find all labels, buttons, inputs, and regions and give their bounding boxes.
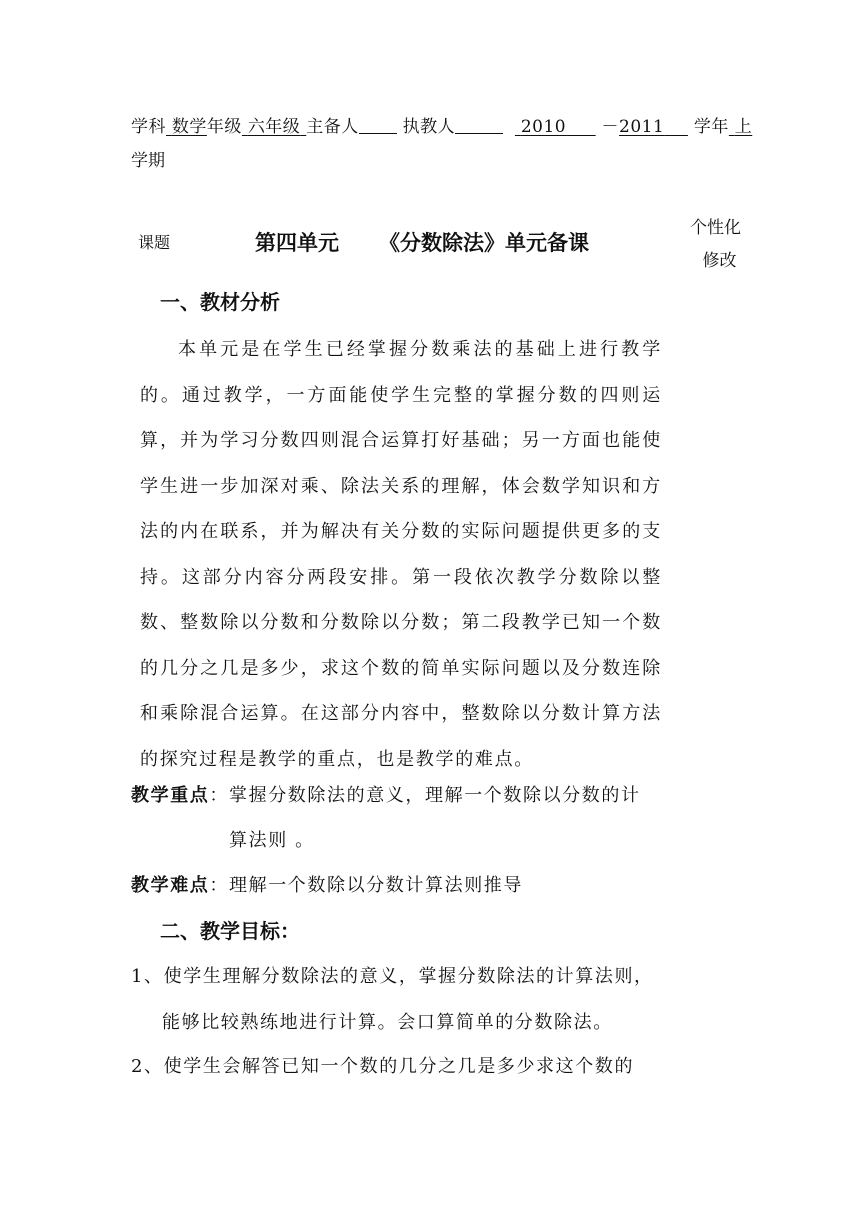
term-label: 学期 bbox=[131, 151, 165, 171]
key-point-text-cont: 算法则 。 bbox=[229, 830, 315, 851]
page-title bbox=[255, 227, 589, 257]
analysis-paragraph: 本单元是在学生已经掌握分数乘法的基础上进行教学的。通过教学，一方面能使学生完整的掌握分数的四则运算，并为学习分数四则混合运算打好基础；另一方面也能使学生进一步加深对乘、除法关系的理解，体会数学知识和方法的内在联系，并为解决有关分数的实际问题提供更多的支持。这部分内容分两段安排。第一段依次教学分数除以整数、整数除以分数和分数除以分数；第二段教学已知一个数的几分之几是多少，求这个数的简单实际问题以及分数连除和乘除混合运算。在这部分内容中，整数除以分数计算方法的探究过程是教学的重点，也是教学的难点。 bbox=[140, 339, 662, 770]
key-point-text: ：掌握分数除法的意义，理解一个数除以分数的计 bbox=[209, 785, 641, 806]
unit-title: 《分数除法》单元备课 bbox=[379, 231, 589, 255]
side-note-line1: 个性化 bbox=[690, 218, 741, 238]
key-point-label: 教学重点 bbox=[131, 785, 210, 806]
preparer-label: 主备人 bbox=[306, 117, 359, 137]
year-start: 2010 bbox=[520, 117, 567, 137]
unit-name: 第四单元 bbox=[255, 231, 339, 255]
side-note bbox=[690, 212, 741, 278]
year-label: 学年 bbox=[693, 117, 729, 137]
year-dash: － bbox=[601, 117, 620, 137]
section-heading-analysis: 一、教材分析 bbox=[160, 290, 280, 314]
difficulty-label: 教学难点 bbox=[131, 875, 210, 896]
goal-1-line2: 能够比较熟练地进行计算。会口算简单的分数除法。 bbox=[162, 1012, 613, 1033]
grade-label: 年级 bbox=[206, 117, 242, 137]
teacher-blank bbox=[455, 119, 503, 134]
difficulty-text: ：理解一个数除以分数计算法则推导 bbox=[209, 875, 524, 896]
preparer-blank bbox=[359, 119, 397, 134]
teacher-label: 执教人 bbox=[402, 117, 456, 137]
goal-2-line1: 2、使学生会解答已知一个数的几分之几是多少求这个数的 bbox=[131, 1056, 635, 1077]
header-info-line bbox=[131, 112, 752, 137]
section-heading-goals: 二、教学目标： bbox=[160, 919, 300, 943]
goal-1-line1: 1、使学生理解分数除法的意义，掌握分数除法的计算法则， bbox=[131, 966, 654, 987]
difficulty-row bbox=[131, 871, 523, 897]
side-note-line2: 修改 bbox=[702, 251, 737, 271]
subject-value: 数学 bbox=[171, 117, 207, 137]
grade-value: 六年级 bbox=[247, 117, 301, 137]
subject-label: 学科 bbox=[131, 117, 166, 137]
term-value: 上 bbox=[734, 117, 753, 137]
topic-label: 课题 bbox=[138, 233, 171, 252]
year-end: 2011 bbox=[619, 117, 665, 137]
key-point-row bbox=[131, 781, 641, 807]
